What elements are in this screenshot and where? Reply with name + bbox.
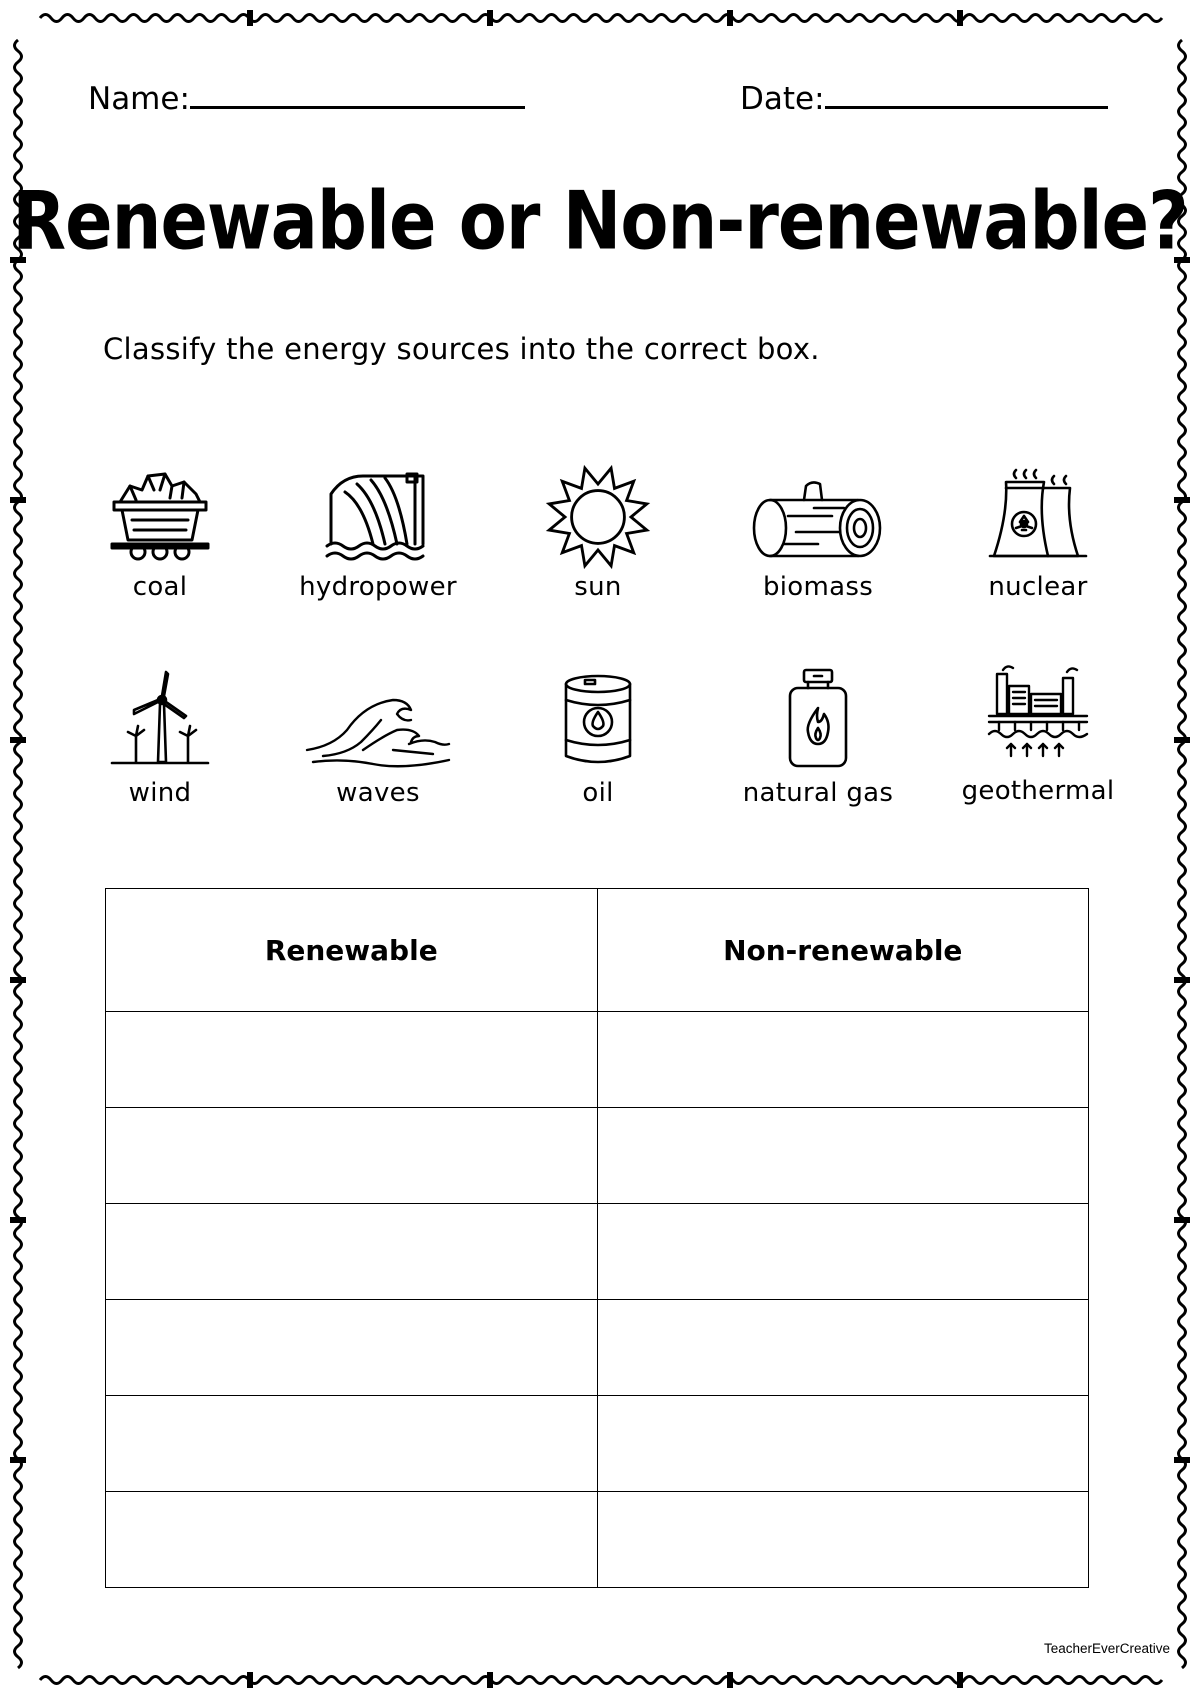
wind-turbine-icon: [110, 668, 210, 772]
renewable-cell[interactable]: [106, 1108, 598, 1204]
source-oil: [488, 668, 708, 808]
renewable-cell[interactable]: [106, 1204, 598, 1300]
name-field[interactable]: [88, 80, 525, 117]
non-renewable-cell[interactable]: [597, 1492, 1089, 1588]
source-biomass: [708, 476, 928, 602]
source-label: waves: [336, 778, 420, 808]
oil-barrel-icon: [553, 668, 643, 772]
table-row: [106, 1300, 1089, 1396]
source-label: oil: [582, 778, 614, 808]
renewable-cell[interactable]: [106, 1012, 598, 1108]
source-sun: [488, 462, 708, 602]
credit-text: TeacherEverCreative: [1043, 1641, 1170, 1656]
source-natural-gas: [708, 664, 928, 808]
date-label: Date:: [740, 81, 825, 117]
source-coal: [50, 462, 270, 602]
coal-cart-icon: [110, 462, 210, 566]
table-row: [106, 1396, 1089, 1492]
dam-icon: [323, 462, 433, 566]
date-line[interactable]: [825, 80, 1108, 109]
name-label: Name:: [88, 81, 190, 117]
source-label: natural gas: [742, 778, 894, 808]
log-icon: [748, 476, 888, 566]
source-label: hydropower: [299, 572, 457, 602]
source-label: geothermal: [961, 776, 1115, 806]
non-renewable-header: Non-renewable: [597, 889, 1089, 1012]
gas-cylinder-icon: [778, 664, 858, 772]
name-line[interactable]: [190, 80, 525, 109]
instruction-text: Classify the energy sources into the correct box.: [103, 332, 820, 366]
table-row: [106, 1012, 1089, 1108]
non-renewable-cell[interactable]: [597, 1012, 1089, 1108]
source-hydropower: [268, 462, 488, 602]
non-renewable-cell[interactable]: [597, 1396, 1089, 1492]
table-header-row: [106, 889, 1089, 1012]
source-label: sun: [574, 572, 622, 602]
non-renewable-cell[interactable]: [597, 1300, 1089, 1396]
source-label: coal: [132, 572, 188, 602]
non-renewable-cell[interactable]: [597, 1108, 1089, 1204]
table-row: [106, 1204, 1089, 1300]
renewable-cell[interactable]: [106, 1300, 598, 1396]
renewable-header: Renewable: [106, 889, 598, 1012]
wave-icon: [303, 680, 453, 772]
source-label: nuclear: [988, 572, 1088, 602]
nuclear-plant-icon: [988, 462, 1088, 566]
source-label: wind: [128, 778, 192, 808]
source-waves: [268, 680, 488, 808]
renewable-cell[interactable]: [106, 1396, 598, 1492]
source-nuclear: [928, 462, 1148, 602]
table-row: [106, 1108, 1089, 1204]
source-geothermal: [928, 660, 1148, 806]
non-renewable-cell[interactable]: [597, 1204, 1089, 1300]
source-label: biomass: [762, 572, 874, 602]
renewable-cell[interactable]: [106, 1492, 598, 1588]
source-wind: [50, 668, 270, 808]
page-title: Renewable or Non-renewable?: [12, 173, 1188, 269]
geothermal-plant-icon: [983, 660, 1093, 770]
table-row: [106, 1492, 1089, 1588]
date-field[interactable]: [740, 80, 1108, 117]
classification-table: [105, 888, 1089, 1588]
sun-icon: [543, 462, 653, 572]
